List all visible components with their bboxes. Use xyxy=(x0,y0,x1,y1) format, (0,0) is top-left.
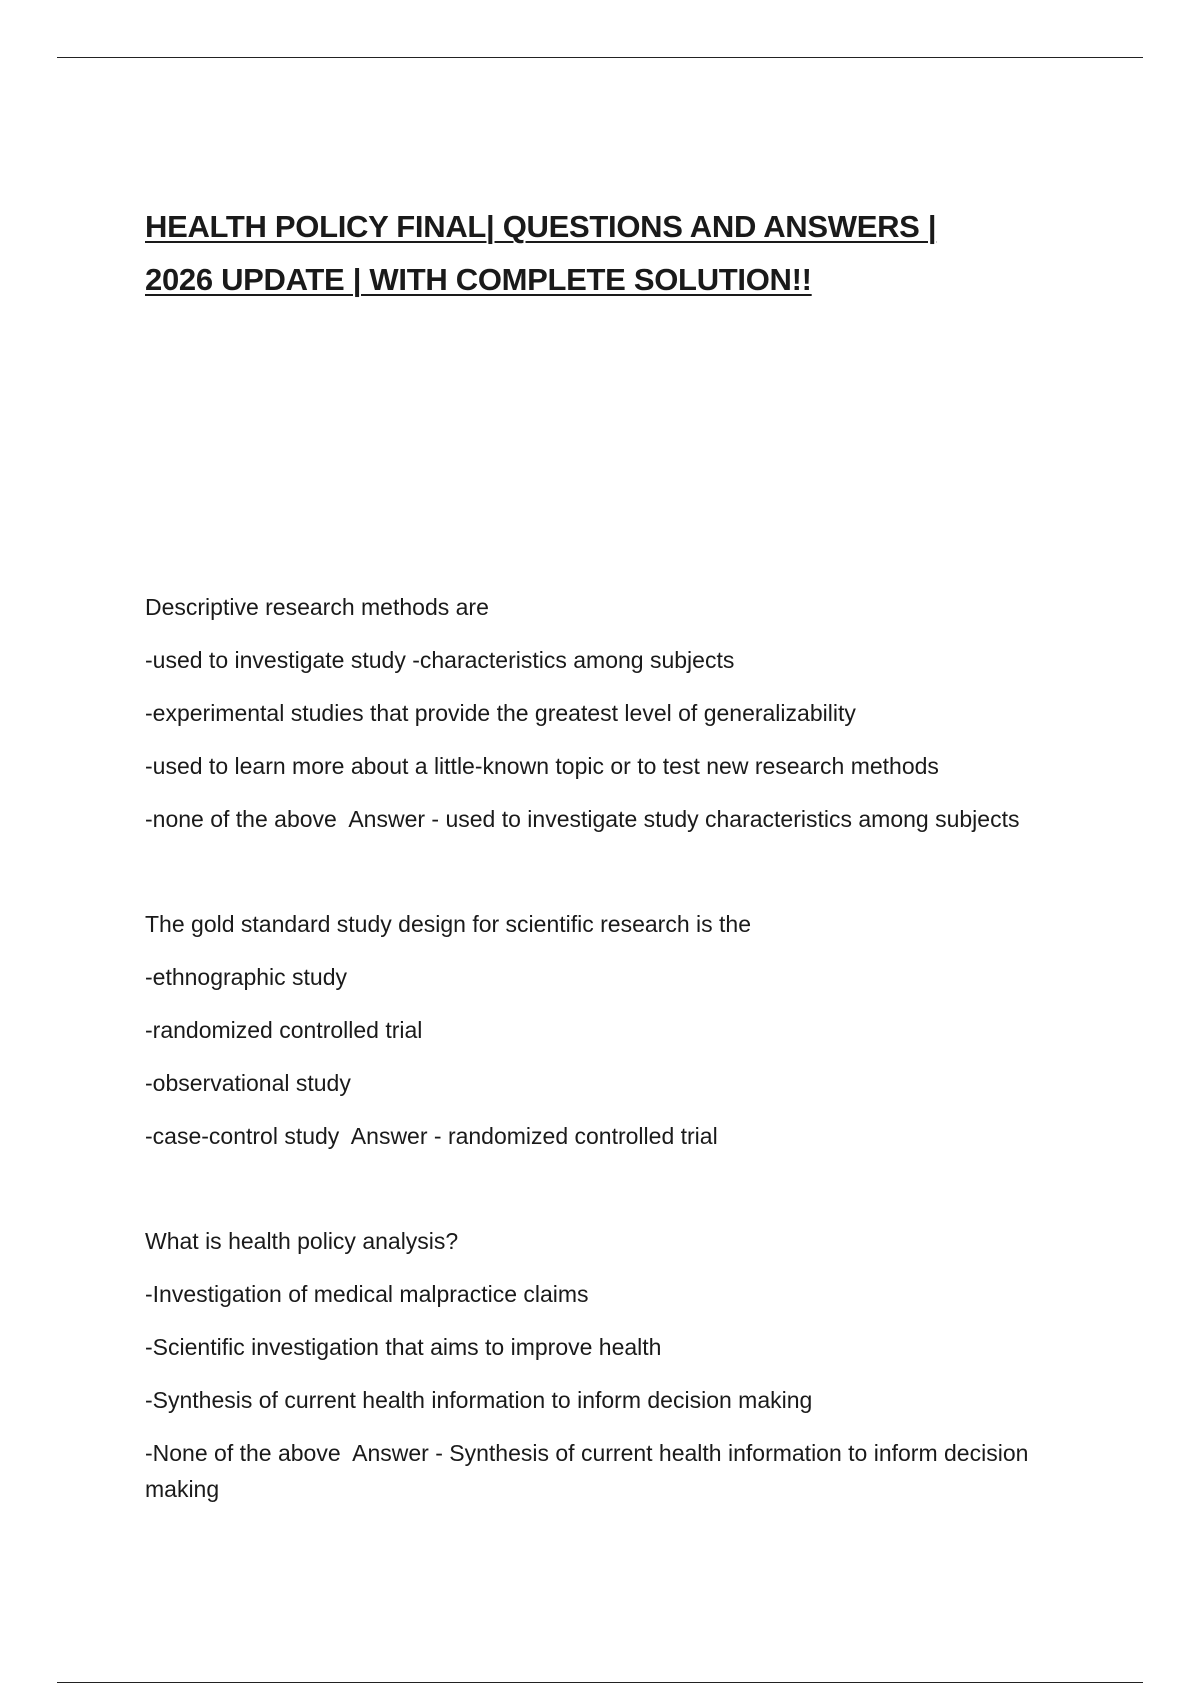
answer-option: -observational study xyxy=(145,1070,351,1096)
title-line-1: HEALTH POLICY FINAL| QUESTIONS AND ANSWERS | xyxy=(145,209,937,244)
question-text: What is health policy analysis? xyxy=(145,1228,459,1254)
question-block xyxy=(145,1223,1065,1507)
answer-option-with-answer: -none of the above Answer - used to investigate study characteristics among subjects xyxy=(145,806,1020,832)
document-title xyxy=(145,200,1045,306)
question-list xyxy=(145,589,1065,1576)
answer-option: -experimental studies that provide the greatest level of generalizability xyxy=(145,700,856,726)
answer-option: -Synthesis of current health information to inform decision making xyxy=(145,1387,813,1413)
question-text: The gold standard study design for scientific research is the xyxy=(145,911,751,937)
question-block xyxy=(145,906,1065,1154)
title-line-2: 2026 UPDATE | WITH COMPLETE SOLUTION!! xyxy=(145,262,812,297)
answer-option: -used to learn more about a little-known topic or to test new research methods xyxy=(145,753,939,779)
answer-option: -Scientific investigation that aims to improve health xyxy=(145,1334,662,1360)
footer-rule xyxy=(57,1682,1143,1683)
answer-option-with-answer: -None of the above Answer - Synthesis of current health information to inform decision making xyxy=(145,1440,1035,1502)
answer-option-with-answer: -case-control study Answer - randomized controlled trial xyxy=(145,1123,718,1149)
answer-option: -ethnographic study xyxy=(145,964,348,990)
answer-option: -randomized controlled trial xyxy=(145,1017,423,1043)
header-rule xyxy=(57,57,1143,58)
answer-option: -Investigation of medical malpractice claims xyxy=(145,1281,589,1307)
answer-option: -used to investigate study -characteristics among subjects xyxy=(145,647,735,673)
question-text: Descriptive research methods are xyxy=(145,594,489,620)
question-block xyxy=(145,589,1065,837)
